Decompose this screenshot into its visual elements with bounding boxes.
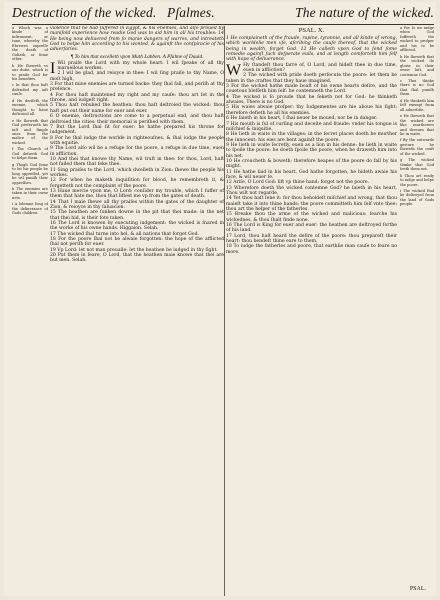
margin-note: e He ſheweth that God preſerueth his iuſt and ſimple ones from the malice of the wicked. <box>12 118 48 145</box>
margin-note: a For ſo we iudge when God ſuffereth the wicked to proſper and his to be afflicted. <box>400 26 434 53</box>
verse: 5 His waies alwaie proſper: thy Iudgementes are hie aboue his ſight: therefore defieth he all his enemies. <box>226 105 397 116</box>
verse: 15 Breake thou the arme of the wicked and malicious: ſearche his wickednes, & thou ſhalt finde none. <box>226 212 397 223</box>
psalm-superscription: ¶ To him that excelleth vpon Muth Labben. A Pſalme of Dauid. <box>70 53 204 60</box>
margin-note: b He ſheweth that the wicked do glorie in their owne luſt, and contemne God. <box>400 54 434 77</box>
margin-note: f By the outwarde gesture he ſheweth the craft of the wicked. <box>400 138 434 156</box>
signature-mark: PSAL. <box>409 586 426 592</box>
margin-note: d He deriſeth the enemie, which thought to haue deſtroied all. <box>12 98 48 117</box>
verse: 5 Thou haſt rebuked the heathen: thou haſt deſtroied the wicked: thou haſt put out their name for euer and euer. <box>50 103 224 114</box>
margin-note: c Thei thinke there is no God that ſhal puniſh them. <box>400 78 434 97</box>
verse: 7 His mouth is ful of curſing and deceite and fraude: vnder his tongue is miſchief & iniquitie. <box>226 121 397 132</box>
verse: 3 For the wicked hathe made boaſt of his owne hearts deſire, and the couetous bleſſeth him ſelf: he contemneth the Lord. <box>226 84 397 95</box>
verse: 3 For that mine enemies are turned backe: they ſhal fall, and periſh at thy preſence. <box>50 82 224 93</box>
verse: 12 For when he maketh inquiſition for blood, he remembreth it, & forgetteth not the complaint of the poore. <box>50 178 224 189</box>
header-center-title: Pſalmes. <box>167 5 215 20</box>
verse: 14 That I maie ſhewe all thy praiſes within the gates of the daughter of Zion, & reioyce in thy ſaluacion. <box>50 199 224 210</box>
header-right-title: The nature of the wicked. <box>295 5 434 20</box>
left-margin-notes <box>12 26 48 218</box>
verse: 6 He ſaieth in his heart, I ſhal neuer be moued, nor be in danger. <box>226 116 378 122</box>
bible-page <box>4 2 436 596</box>
verse: 15 The heathen are ſunken downe in the pit that thei made: in the net that thei hid, is their fote taken. <box>50 210 224 221</box>
verse: 18 For the poore ſhal not be alwaie forgotten: the hope of the afflicted ſhal not periſh for euer. <box>50 237 224 248</box>
running-header <box>12 2 434 25</box>
verse: 17 Lord, thou haſt heard the deſire of the poore: thou prepareſt their heart: thou bendeſt thine eare to them, <box>226 233 397 245</box>
header-left-title: Destruction of the wicked. <box>12 5 157 20</box>
verse: 13 Wherefore doeth the wicked contemne God? he ſaieth in his heart, Thou wilt not regarde. <box>226 185 397 196</box>
margin-note: i A ſolemne ſong of the deliuerance of Gods children. <box>12 202 48 216</box>
verse: 16 The Lord is knowen by executing iudgement: the wicked is ſnared in the worke of his owne hands. Higgaion. Selah. <box>50 221 224 232</box>
verse-text: Hy ſtandeſt thou farre of, O Lord, and hideſt thee in due time, euen in affliction? <box>243 62 397 74</box>
margin-note: g The wicked thinke that God ſeeth them not. <box>400 158 434 172</box>
psalm-number: PSAL. X. <box>298 27 325 34</box>
margin-note: f The Church of God deſireth God to helpe them. <box>12 147 48 161</box>
margin-note: h Thou art ready to iudge and helpe the poore. <box>400 173 434 187</box>
margin-note: b He ſheweth vs our dutie, which is to praiſe God for his benefites. <box>12 63 48 81</box>
verse: 9 He lieth in waite ſecretly, euen as a lion in his denne: he lieth in waite to ſpoile the poore: he doeth ſpoile the poore, when he draweth him into his net. <box>226 142 397 159</box>
margin-note: h The enemies are taken in their owne nets. <box>12 186 48 200</box>
verse: 14 Yet thou haſt ſene it: for thou beholdeſt miſchief and wrong, that thou maieſt take it into thine hands: the poore committeth him ſelf vnto thee: thou art the helper of the fatherles. <box>226 196 397 212</box>
margin-note: e He ſheweth that the wicked are like murtherers and theeues that lie in waite. <box>400 114 434 136</box>
verse: 18 To iudge the fatherles and poore, that earthlie man cauſe to feare no more. <box>226 244 397 255</box>
text-column-right <box>226 26 397 255</box>
verse: 7 But the Lord ſhal ſit for euer: he hathe prepared his throne for iudgement. <box>50 124 224 136</box>
verse: 19 Vp Lord: let not man preuaile: let the heathen be iudged in thy ſight. <box>50 247 218 253</box>
drop-capital: W <box>226 61 242 79</box>
verse: 9 The Lord alſo wil be a refuge for the poore, a refuge in due time, euen in affliction. <box>50 146 224 157</box>
verse: 20 Put them in feare, O Lord, that the heathen maie knowe that thei are but men. Selah. <box>50 253 224 264</box>
verse: 10 He croucheth & boweth: therefore heapes of the poore do fall by his might. <box>226 158 397 170</box>
verse-text: Wil praiſe the Lord with my whole heart: I wil ſpeake of all thy marueilous workes. <box>57 60 224 72</box>
verse: 8 For he ſhal iudge the worlde in righteouſnes, & ſhal iudge the people with equitie. <box>50 135 224 146</box>
margin-note: g Thogh God ſeme to let his people be long oppreſſed, yet he wil puniſh their oppreſſors. <box>12 162 48 185</box>
verse: 11 Sing praiſes to the Lord, which dwelleth in Zion: ſhewe the people his workes. <box>50 167 224 178</box>
verse: 4 The wicked is ſo proude that he ſeketh not for God: he thinketh alwaies, There is no God. <box>226 94 397 106</box>
margin-note: d He thinketh him ſelf exempt from all aduerſitie. <box>400 98 434 112</box>
verse: 13 Haue mercie vpon me, O Lord: conſider my trouble, which I ſuffer of them that hate me, thou that liftest me vp from the gates of death. <box>50 188 224 200</box>
margin-note: a Which was a kinde of inſtrument, or tune, whereby the Ebrewes expreſſe the death of Goliath, or ſome other. <box>12 26 48 62</box>
verse: 8 He lieth in waite in the villages: in the ſecret places doeth he murther the innocent: his eies are bent againſt the poore. <box>226 132 397 143</box>
margin-note: c In that thou haſt defended my iuſt cauſe. <box>12 83 48 97</box>
verse: 17 The wicked ſhal turne into hel, & all nations that forget God. <box>50 231 199 237</box>
right-margin-notes <box>400 26 434 209</box>
verse: 4 For thou haſt maintened my right and my cauſe: thou art ſet in the throne, and iudgeſt right. <box>50 92 224 104</box>
text-column-left <box>50 26 224 264</box>
margin-note: i The wicked ſhal be deſtroyed from the land of Gods people. <box>400 188 434 207</box>
drop-capital: I <box>50 59 56 77</box>
column-rule <box>224 26 225 596</box>
verse: 6 O enemie, deſtructions are come to a perpetual end, and thou haſt deſtroied the cities: their memorial is periſhed with them. <box>50 114 224 125</box>
verse: 10 And thei that knowe thy Name, wil truſt in thee: for thou, Lord, haſt not failed them that ſeke thee. <box>50 156 224 168</box>
verse: 12 Ariſe, O Lord God: lift vp thine hand: forget not the poore. <box>226 180 370 186</box>
psalm-argument: violence that he had ſuffered in Egypt, & his enemies, and alſo proued by manifold experience how readie God was to aid him in all his troubles: 14 He being now deliuered from ſo manie dangers of warres, and intreateth God to helpe him according to his wonted, & againſt the conſpiracie of his aduerſaries. <box>50 26 224 53</box>
verse: 2 The wicked with pride doeth perſecute the poore: let them be taken in the craftes that they haue imagined. <box>226 73 397 84</box>
verse: 16 The Lord is King for euer and euer: the heathen are deſtroyed forthe of his land. <box>226 223 397 234</box>
psalm-argument: 1 He complaineth of the fraude, rapine, tyrannie, and all kinde of wrong, which worldelie men vſe, aſcribing the cauſe thereof, that the wicked being in wealth, forget God. 12 He calleth vpon God to ſend ſome remedie againſt ſuch deſperate euils, and at length comforteth him ſelf with hope of deliuerance. <box>226 36 397 63</box>
verse: 11 He hathe ſaid in his heart, God hathe forgotten, he hideth awaie his face, & wil neuer ſe. <box>226 169 397 180</box>
verse: 2 I wil be glad, and reioyce in thee: I wil ſing praiſe to thy Name, O moſt high, <box>50 71 224 82</box>
